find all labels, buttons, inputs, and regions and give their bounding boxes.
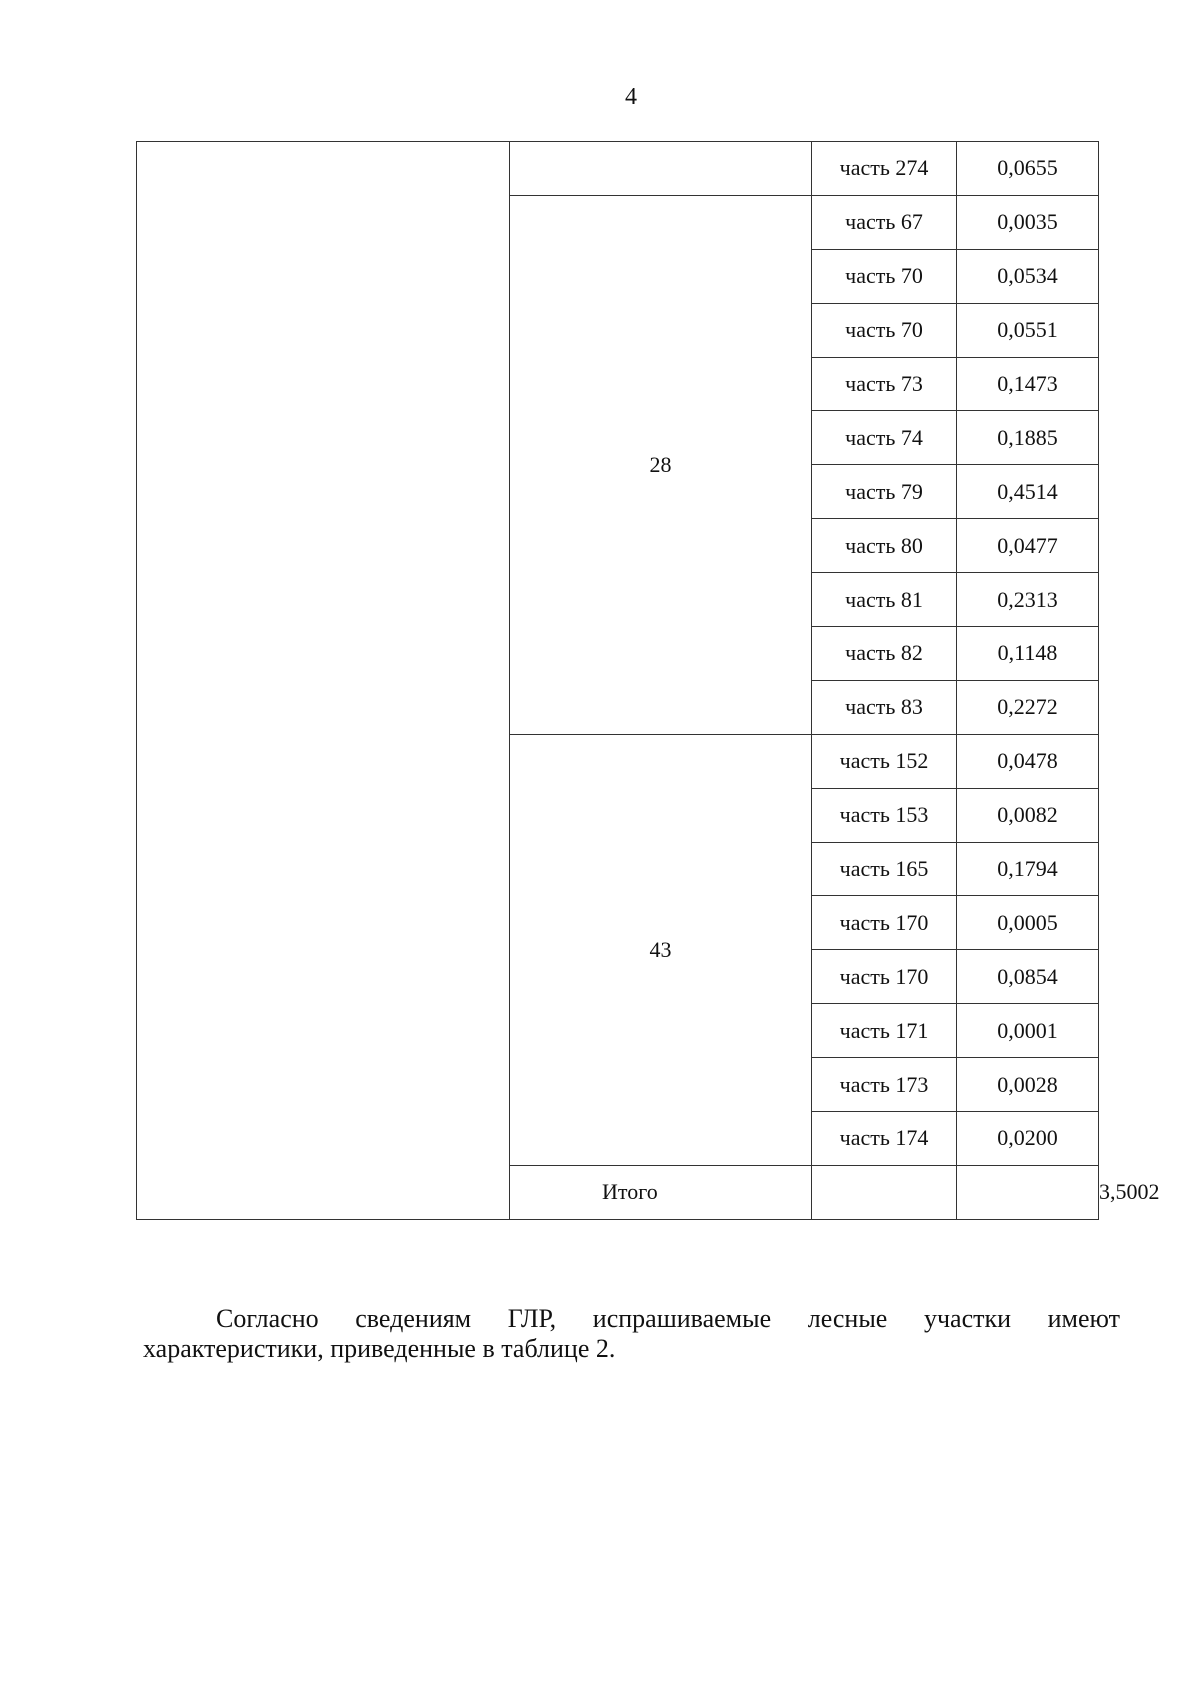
part-cell: часть 70 [812,303,957,357]
part-cell: часть 79 [812,465,957,519]
area-cell: 0,0035 [957,195,1099,249]
area-cell: 0,1885 [957,411,1099,465]
part-cell: часть 67 [812,195,957,249]
area-cell: 0,0551 [957,303,1099,357]
empty-cell [957,1165,1099,1219]
empty-cell [137,142,510,1220]
area-cell: 0,0655 [957,142,1099,196]
body-paragraph: Согласно сведениям ГЛР, испрашиваемые лесные участки имеют характеристики, приведенные в таблице 2. [143,1304,1120,1363]
area-cell: 0,0478 [957,734,1099,788]
area-cell: 0,0200 [957,1112,1099,1166]
total-row: Итого 3,5002 [137,1165,1099,1219]
area-cell: 0,0477 [957,519,1099,573]
forest-parcels-table [136,141,1160,1220]
part-cell: часть 80 [812,519,957,573]
part-cell: часть 83 [812,680,957,734]
area-cell: 0,4514 [957,465,1099,519]
part-cell: часть 170 [812,950,957,1004]
part-cell: часть 74 [812,411,957,465]
total-label: Итого [510,1165,812,1219]
part-cell: часть 82 [812,627,957,681]
part-cell: часть 171 [812,1004,957,1058]
area-cell: 0,2272 [957,680,1099,734]
part-cell: часть 81 [812,573,957,627]
area-cell: 0,2313 [957,573,1099,627]
part-cell: часть 170 [812,896,957,950]
part-cell: часть 153 [812,788,957,842]
area-cell: 0,0534 [957,249,1099,303]
part-cell: часть 274 [812,142,957,196]
quarter-cell [510,142,812,196]
page-number: 4 [625,84,637,110]
area-cell: 0,1473 [957,357,1099,411]
table-row [137,142,1099,196]
part-cell: часть 70 [812,249,957,303]
empty-cell [812,1165,957,1219]
area-cell: 0,0028 [957,1058,1099,1112]
part-cell: часть 174 [812,1112,957,1166]
area-cell: 0,1148 [957,627,1099,681]
area-cell: 0,0001 [957,1004,1099,1058]
area-cell: 0,1794 [957,842,1099,896]
part-cell: часть 73 [812,357,957,411]
area-cell: 0,0005 [957,896,1099,950]
quarter-cell: 43 [510,734,812,1165]
quarter-cell: 28 [510,195,812,734]
part-cell: часть 173 [812,1058,957,1112]
area-cell: 0,0082 [957,788,1099,842]
area-cell: 0,0854 [957,950,1099,1004]
part-cell: часть 165 [812,842,957,896]
part-cell: часть 152 [812,734,957,788]
